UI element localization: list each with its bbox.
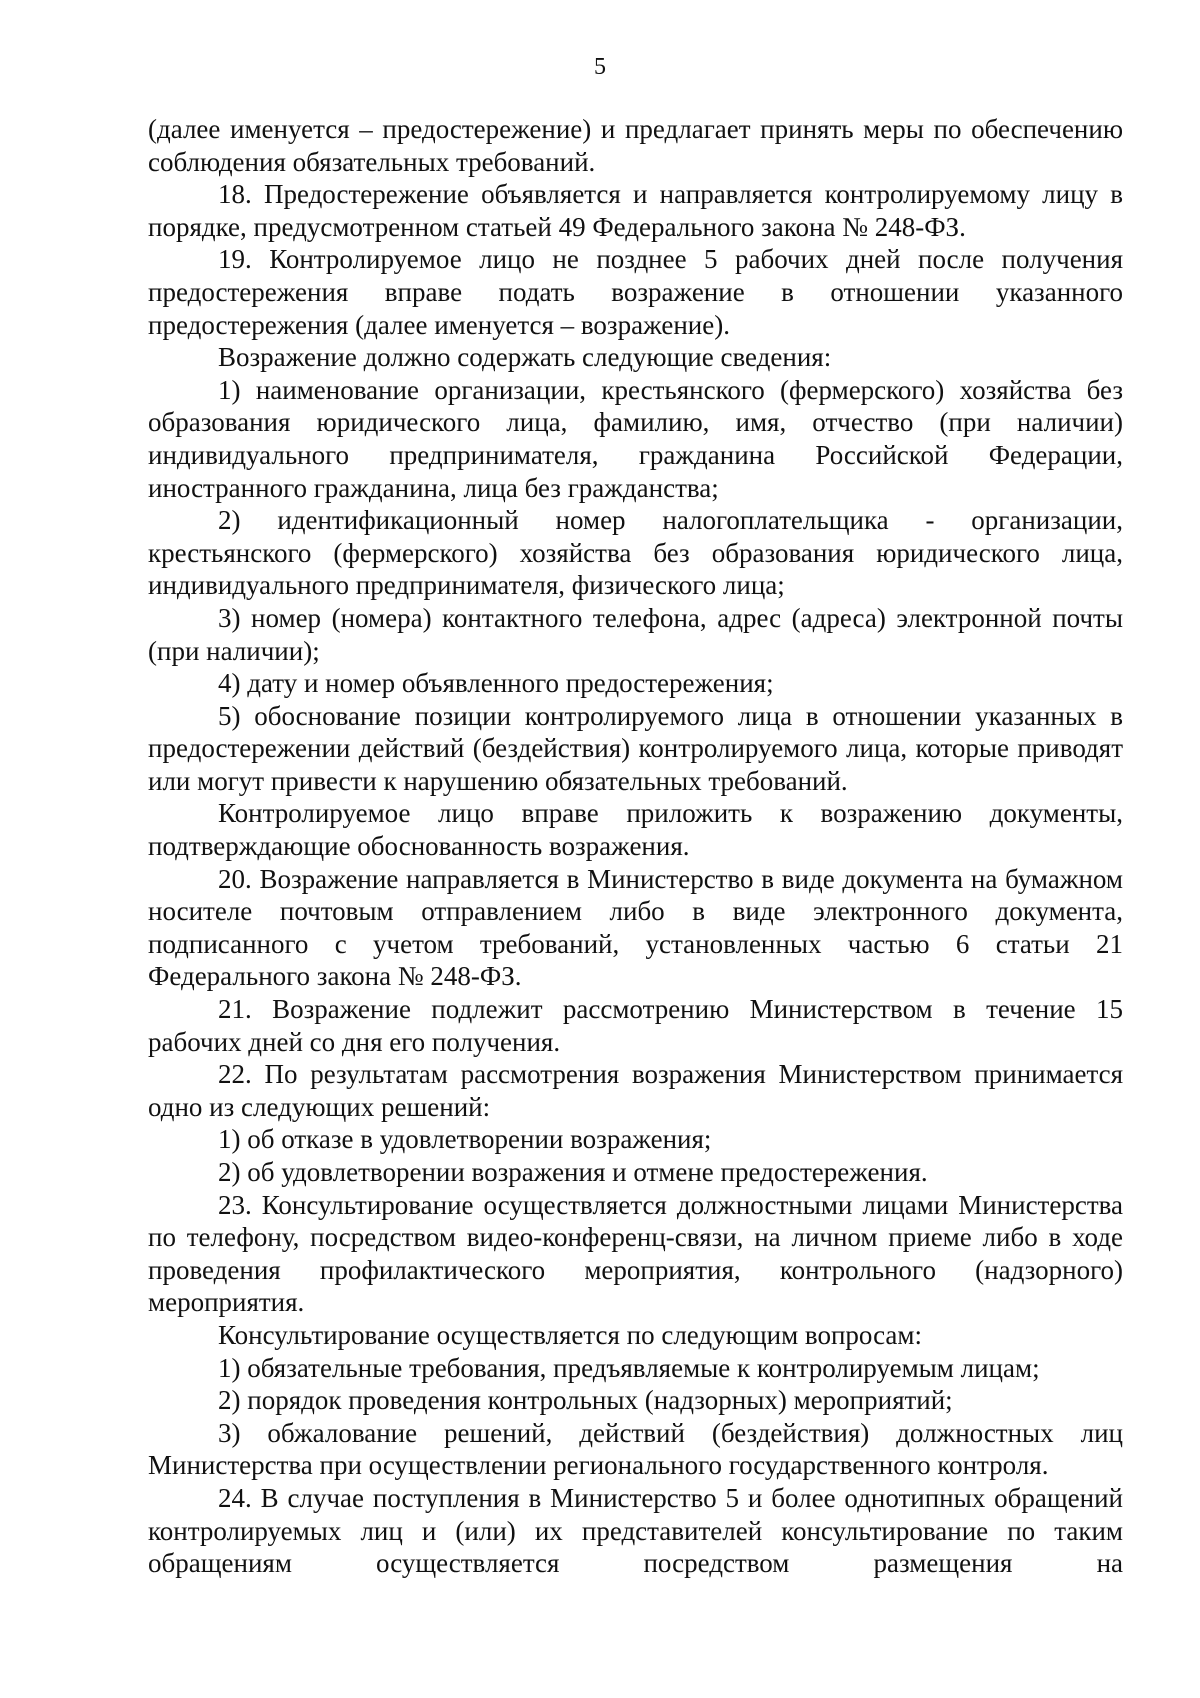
paragraph-23: 23. Консультирование осуществляется должностными лицами Министерства по телефону, посредством видео-конференц-связи, на личном приеме либо в ходе проведения профилактического мероприятия, контрольного (надзорного) мероприятия. [148, 1189, 1123, 1318]
paragraph-objection-contents: Возражение должно содержать следующие сведения: [218, 342, 832, 373]
paragraph-19: 19. Контролируемое лицо не позднее 5 рабочих дней после получения предостережения вправе подать возражение в отношении указанного предостережения (далее именуется – возражение). [148, 244, 1123, 340]
list-item-3: 3) номер (номера) контактного телефона, адрес (адреса) электронной почты (при наличии); [148, 602, 1123, 666]
list-item-5: 5) обоснование позиции контролируемого лица в отношении указанных в предостережении действий (бездействия) контролируемого лица, которые приводят или могут привести к нарушению обязательных требований. [148, 700, 1123, 796]
paragraph-22: 22. По результатам рассмотрения возражения Министерством принимается одно из следующих решений: [148, 1059, 1123, 1122]
decision-item-2: 2) об удовлетворении возражения и отмене предостережения. [218, 1157, 928, 1187]
paragraph-18: 18. Предостережение объявляется и направляется контролируемому лицу в порядке, предусмотренном статьей 49 Федерального закона № 248-ФЗ. [148, 179, 1123, 242]
paragraph-24: 24. В случае поступления в Министерство 5 и более однотипных обращений контролируемых лиц и (или) их представителей консультирование по таким обращениям осуществляется посредством размещения на [148, 1482, 1123, 1579]
list-item-1: 1) наименование организации, крестьянского (фермерского) хозяйства без образования юридического лица, фамилию, имя, отчество (при наличии) индивидуального предпринимателя, гражданина Российской Федерации, иностранного гражданина, лица без гражданства; [148, 374, 1123, 503]
paragraph-21: 21. Возражение подлежит рассмотрению Министерством в течение 15 рабочих дней со дня его получения. [148, 994, 1123, 1057]
topic-item-2: 2) порядок проведения контрольных (надзорных) мероприятий; [218, 1385, 953, 1416]
page-number: 5 [594, 54, 606, 80]
list-item-2: 2) идентификационный номер налогоплательщика - организации, крестьянского (фермерского) хозяйства без образования юридического лица, индивидуального предпринимателя, физического лица; [148, 505, 1123, 601]
topic-item-3: 3) обжалование решений, действий (бездействия) должностных лиц Министерства при осуществлении регионального государственного контроля. [148, 1417, 1123, 1481]
decision-item-1: 1) об отказе в удовлетворении возражения; [218, 1124, 712, 1155]
paragraph-continuation: (далее именуется – предостережение) и предлагает принять меры по обеспечению соблюдения обязательных требований. [148, 114, 1123, 177]
paragraph-20: 20. Возражение направляется в Министерство в виде документа на бумажном носителе почтовым отправлением либо в виде электронного документа, подписанного с учетом требований, установленных частью 6 статьи 21 Федерального закона № 248-ФЗ. [148, 863, 1123, 992]
list-item-4: 4) дату и номер объявленного предостережения; [218, 668, 774, 699]
paragraph-attach-documents: Контролируемое лицо вправе приложить к возражению документы, подтверждающие обоснованность возражения. [148, 798, 1123, 862]
document-body [148, 113, 1123, 1580]
topic-item-1: 1) обязательные требования, предъявляемые к контролируемым лицам; [218, 1352, 1040, 1383]
paragraph-consultation-topics: Консультирование осуществляется по следующим вопросам: [218, 1319, 922, 1350]
